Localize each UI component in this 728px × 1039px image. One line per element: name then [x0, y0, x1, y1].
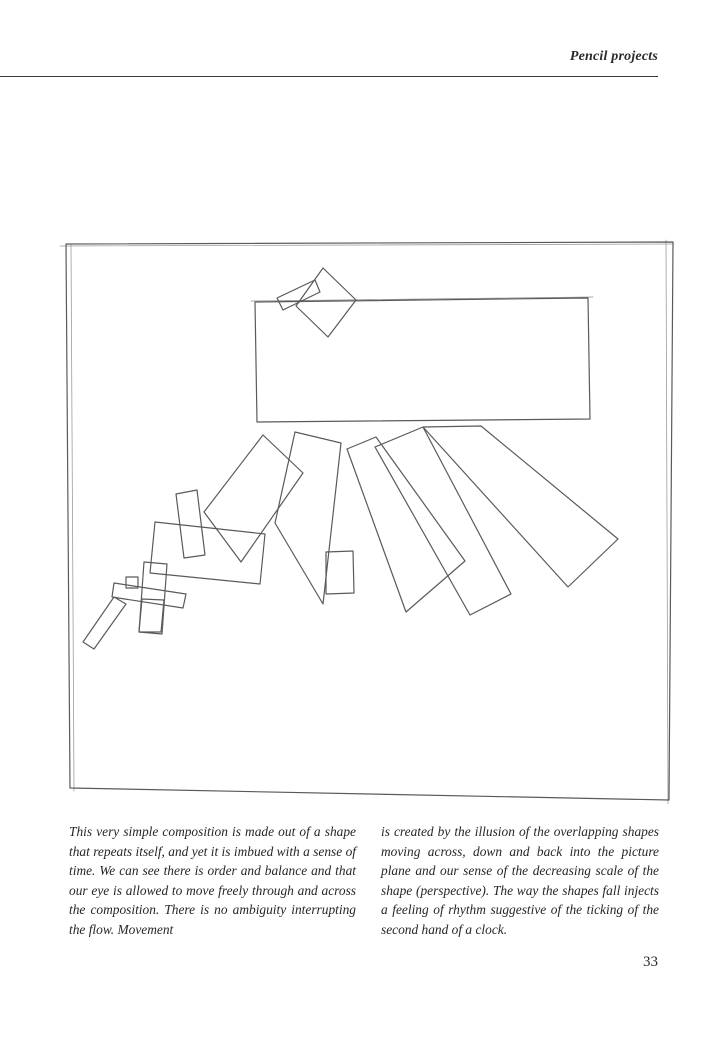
- page-number: 33: [643, 954, 658, 970]
- bar-diagonal-small: [83, 597, 126, 649]
- frame-border: [66, 242, 673, 800]
- fan-bar-2: [275, 432, 341, 604]
- small-back-rectangle: [277, 280, 320, 310]
- header-rule: [0, 76, 658, 77]
- bar-small-right: [326, 551, 354, 594]
- fan-bar-4: [375, 427, 511, 615]
- body-text-right-column: is created by the illusion of the overlapping shapes moving across, down and back into the picture plane and our sense of the decreasing scale of the shape (perspective). The way the shapes fall injects a feeling of rhythm suggestive of the ticking of the second hand of a clock.: [381, 824, 659, 937]
- bar-left-vertical: [176, 490, 205, 558]
- frame-border-overstroke: [60, 240, 674, 804]
- running-header: Pencil projects: [569, 49, 658, 64]
- fan-bar-1: [204, 435, 303, 562]
- sketch-svg: [58, 232, 674, 804]
- bar-cross-horizontal: [112, 583, 186, 608]
- tilted-back-rectangle: [296, 268, 356, 337]
- fan-bar-3: [347, 437, 465, 612]
- main-rectangle: [255, 298, 590, 422]
- fan-bar-5: [423, 426, 618, 587]
- pencil-sketch-figure: [58, 232, 674, 804]
- body-text-left-column: This very simple composition is made out of a shape that repeats itself, and yet it is imbued with a sense of time. We can see there is order and balance and that our eye is allowed to move freely through and across the composition. There is no ambiguity interrupting the flow. Movement: [69, 824, 356, 937]
